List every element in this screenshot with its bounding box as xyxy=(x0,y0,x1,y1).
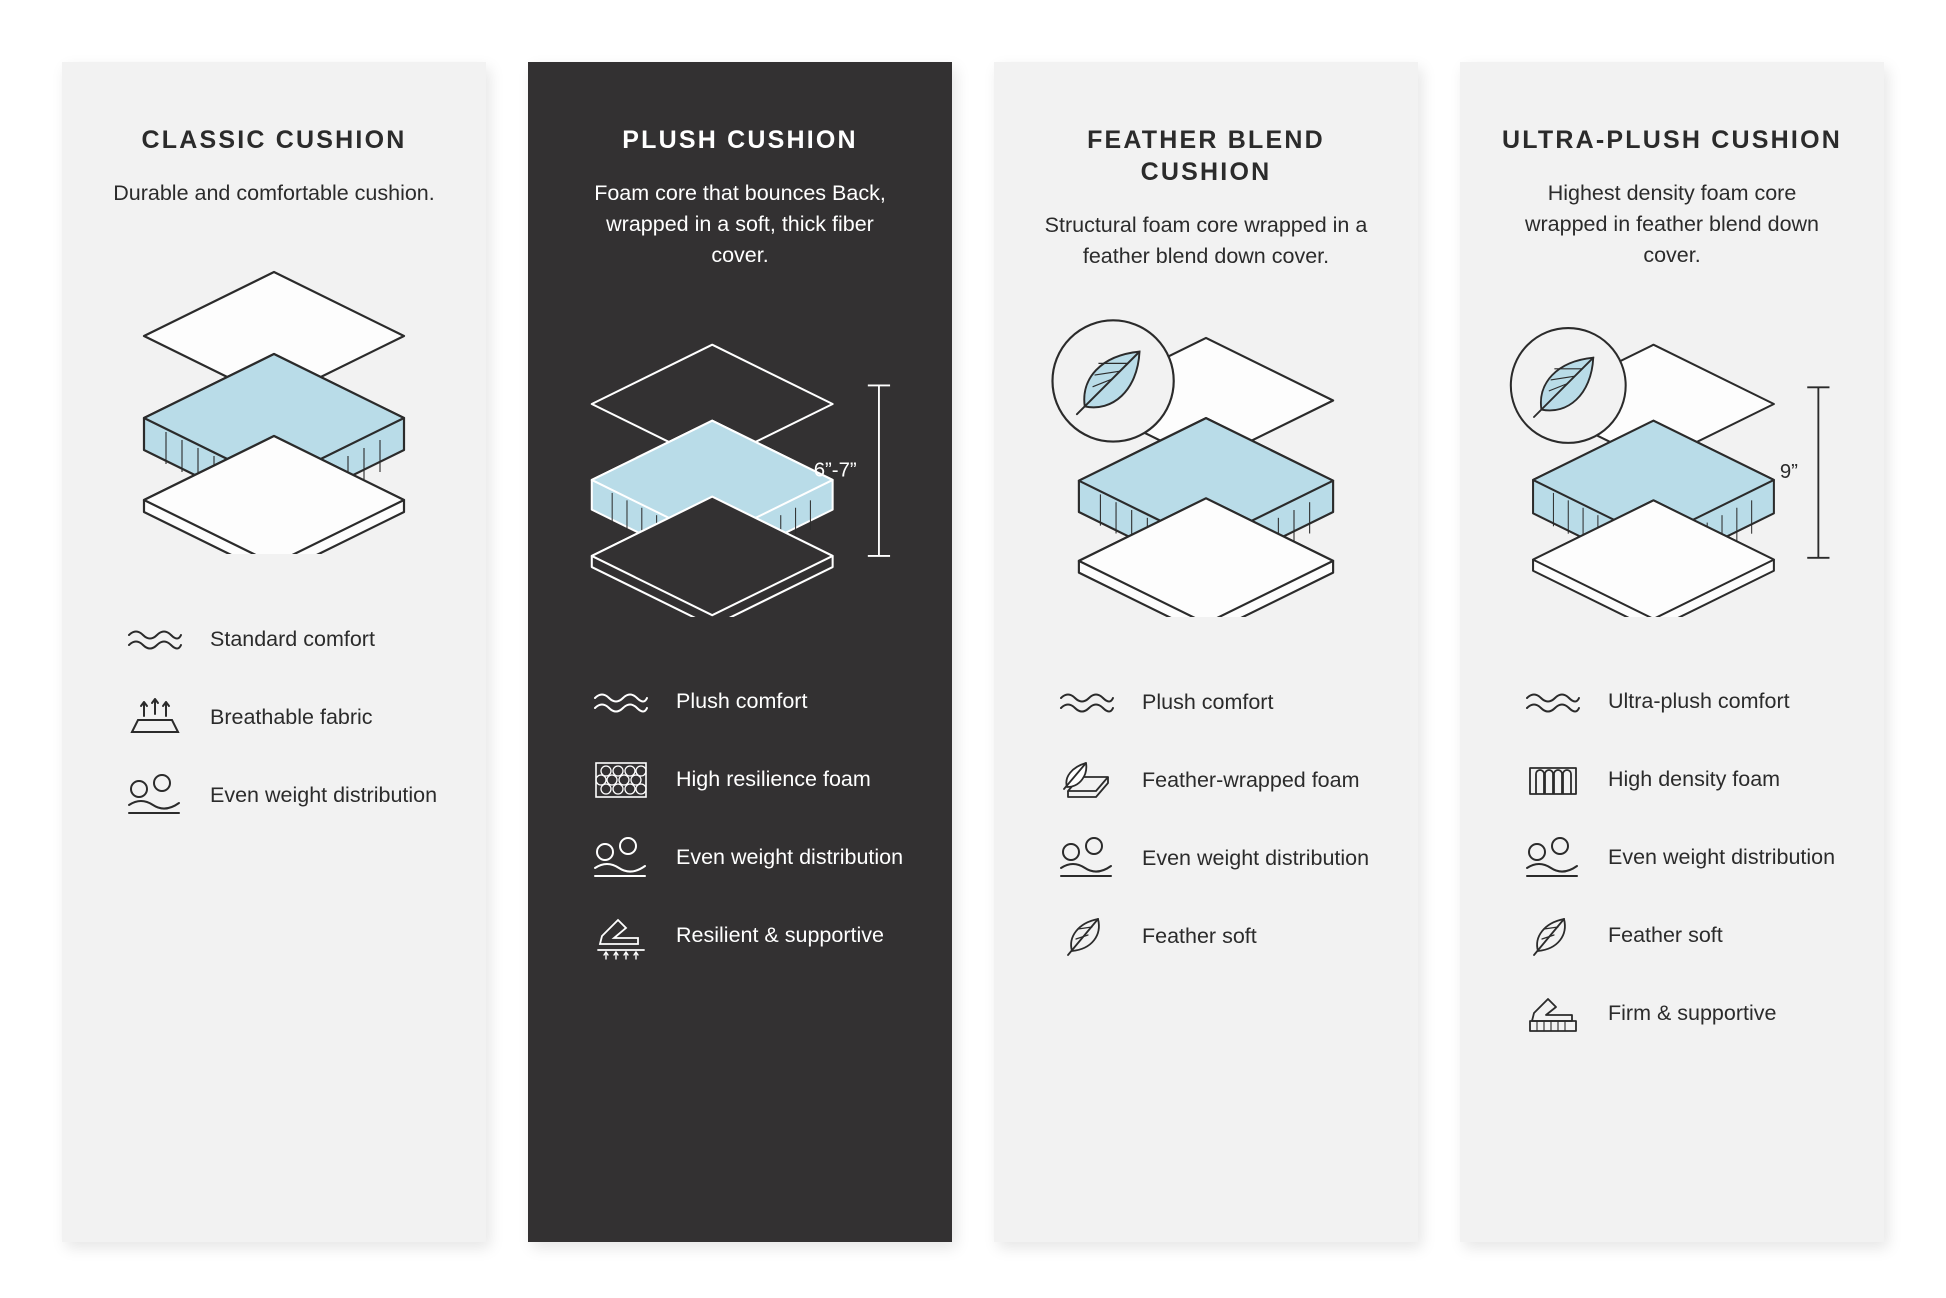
firm-support-icon xyxy=(1522,988,1584,1040)
feature-item xyxy=(124,769,450,821)
feature-label: High density foam xyxy=(1608,767,1781,792)
card-description: Structural foam core wrapped in a feather blend down cover. xyxy=(1044,213,1368,269)
feature-item xyxy=(1056,910,1382,962)
feature-list xyxy=(1496,676,1848,1040)
even-weight-icon xyxy=(1522,832,1584,884)
feature-label: High resilience foam xyxy=(676,767,871,792)
cushion-card-ultra-plush xyxy=(1460,62,1884,1242)
resilient-support-icon xyxy=(590,910,652,962)
dimension-label: 6”-7” xyxy=(813,458,857,481)
cushion-card-feather-blend xyxy=(994,62,1418,1242)
feature-label: Even weight distribution xyxy=(1142,846,1370,871)
card-title: CLASSIC CUSHION xyxy=(141,126,407,154)
feature-item xyxy=(124,691,450,743)
feather-icon xyxy=(1056,910,1118,962)
feature-item xyxy=(124,613,450,665)
feature-item xyxy=(1056,754,1382,806)
feature-label: Plush comfort xyxy=(676,689,808,714)
feature-list xyxy=(1030,676,1382,962)
even-weight-icon xyxy=(590,832,652,884)
feature-item xyxy=(1056,832,1382,884)
feature-item xyxy=(590,676,916,728)
cushion-exploded-diagram xyxy=(564,317,916,617)
cushion-layers-illustration xyxy=(1496,302,1848,632)
feature-label: Standard comfort xyxy=(210,626,375,651)
feature-label: Feather soft xyxy=(1608,923,1723,948)
leaf-badge-icon xyxy=(1052,321,1173,442)
even-weight-icon xyxy=(124,769,186,821)
cushion-exploded-diagram xyxy=(1030,317,1382,617)
card-description: Highest density foam core wrapped in feather blend down cover. xyxy=(1524,181,1820,268)
cushion-card-plush xyxy=(528,62,952,1242)
feature-label: Feather soft xyxy=(1142,924,1257,949)
high-density-foam-icon xyxy=(1522,754,1584,806)
wave-lines-icon xyxy=(124,613,186,665)
feather-wrapped-foam-icon xyxy=(1056,754,1118,806)
feature-label: Resilient & supportive xyxy=(676,923,884,948)
even-weight-icon xyxy=(1056,832,1118,884)
feature-list xyxy=(98,613,450,821)
wave-lines-icon xyxy=(1056,676,1118,728)
card-description: Durable and comfortable cushion. xyxy=(113,181,435,205)
feature-label: Plush comfort xyxy=(1142,690,1274,715)
cushion-layers-illustration xyxy=(564,302,916,632)
wave-lines-icon xyxy=(590,676,652,728)
feature-list xyxy=(564,676,916,962)
card-title: FEATHER BLEND CUSHION xyxy=(1087,126,1325,186)
honeycomb-foam-icon xyxy=(590,754,652,806)
leaf-badge-icon xyxy=(1511,328,1626,443)
cushion-exploded-diagram xyxy=(104,254,444,554)
card-title: ULTRA-PLUSH CUSHION xyxy=(1502,126,1842,154)
feature-item xyxy=(1522,832,1848,884)
feather-icon xyxy=(1522,910,1584,962)
breathable-fabric-icon xyxy=(124,691,186,743)
feature-item xyxy=(590,754,916,806)
feature-label: Even weight distribution xyxy=(210,782,438,807)
wave-lines-icon xyxy=(1522,676,1584,728)
feature-label: Ultra-plush comfort xyxy=(1608,689,1790,714)
feature-item xyxy=(590,910,916,962)
feature-label: Feather-wrapped foam xyxy=(1142,768,1360,793)
feature-item xyxy=(1056,676,1382,728)
cushion-exploded-diagram xyxy=(1496,317,1848,617)
cushion-card-classic xyxy=(62,62,486,1242)
feature-item xyxy=(1522,910,1848,962)
dimension-label: 9” xyxy=(1779,460,1798,483)
feature-item xyxy=(1522,676,1848,728)
feature-label: Even weight distribution xyxy=(676,845,904,870)
feature-item xyxy=(590,832,916,884)
cushion-layers-illustration xyxy=(98,239,450,569)
feature-item xyxy=(1522,988,1848,1040)
card-description: Foam core that bounces Back, wrapped in a soft, thick fiber cover. xyxy=(594,181,886,268)
cushion-layers-illustration xyxy=(1030,302,1382,632)
feature-label: Breathable fabric xyxy=(210,704,373,729)
card-title: PLUSH CUSHION xyxy=(622,126,858,154)
feature-item xyxy=(1522,754,1848,806)
feature-label: Firm & supportive xyxy=(1608,1001,1777,1026)
feature-label: Even weight distribution xyxy=(1608,845,1836,870)
